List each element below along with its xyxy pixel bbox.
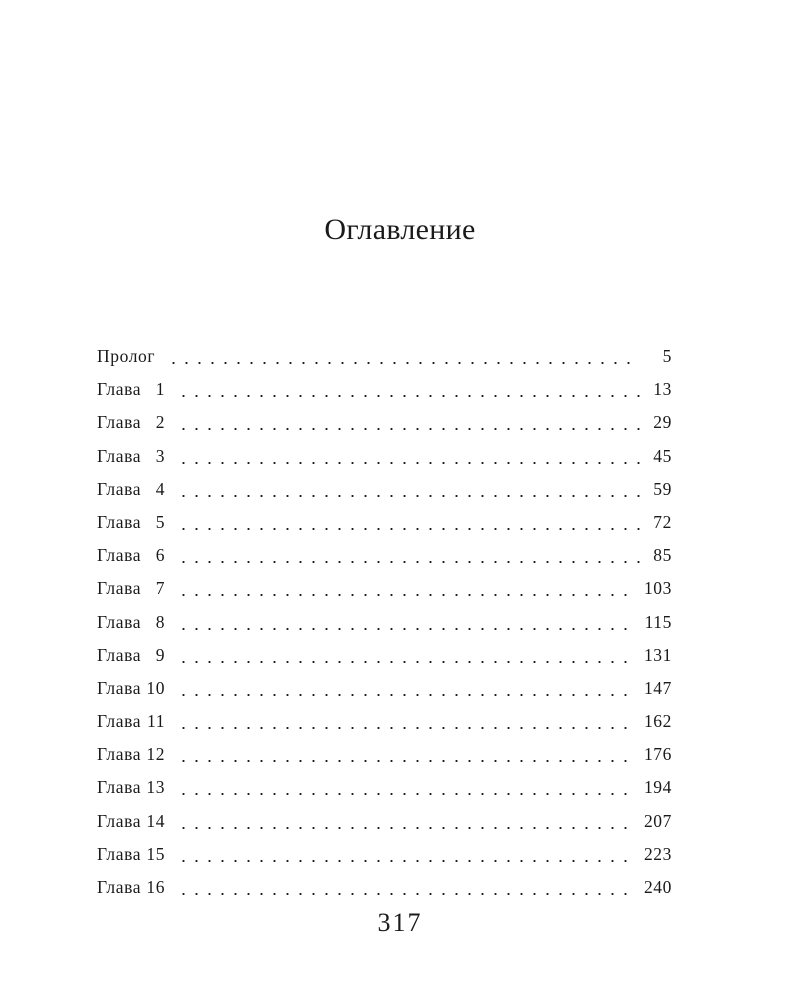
toc-entry-title [97,738,165,771]
toc-entry-title [97,572,165,605]
toc-entry-page: 194 [643,777,672,798]
toc-entry-label: Глава [97,744,142,765]
toc-entry-page: 103 [643,578,672,599]
toc-entry-chapter-number: 7 [155,578,166,599]
toc-dot-leader [175,639,636,672]
toc-entry-page: 131 [643,644,672,665]
page-number: 317 [377,908,423,937]
toc-entry-chapter-number: 16 [146,877,166,897]
toc-entry-label: Глава [97,810,142,831]
toc-entry-page: 176 [643,744,672,765]
toc-entry-title [97,705,165,738]
toc-entry-title [97,440,165,473]
toc-entry-label: Глава [97,711,142,732]
toc-entry-page: 207 [643,810,672,831]
toc-entry-page: 223 [643,843,672,864]
toc-entry [97,871,672,904]
toc-dot-leader [175,705,636,738]
toc-entry-page: 45 [653,445,672,466]
toc-entry-label: Пролог [97,346,156,366]
toc-entry-chapter-number: 5 [155,511,166,532]
toc-dot-leader [175,738,636,771]
toc-dot-leader [175,771,636,804]
toc-dot-leader [175,506,640,539]
toc-entry-label: Глава [97,611,142,632]
toc-entry-chapter-number: 1 [155,379,166,400]
toc-entry [97,373,672,406]
toc-entry [97,639,672,672]
toc-entry [97,771,672,804]
toc-entry-chapter-number: 13 [146,777,166,798]
toc-dot-leader [175,871,636,904]
toc-entry-label: Глава [97,412,142,433]
toc-entry [97,705,672,738]
toc-entry [97,805,672,838]
toc-entry-label: Глава [97,644,142,665]
toc-entry-title [97,340,155,373]
toc-dot-leader [175,406,640,439]
toc-entry-title [97,406,165,439]
toc-entry-title [97,805,165,838]
toc-entry [97,473,672,506]
toc-entry-label: Глава [97,677,142,698]
toc-dot-leader [175,805,636,838]
toc-entry-title [97,838,165,871]
toc-entry-label: Глава [97,843,142,864]
toc-dot-leader [175,473,640,506]
toc-entry-title [97,506,165,539]
toc-entry-label: Глава [97,578,142,599]
toc-dot-leader [175,572,636,605]
toc-entry-chapter-number: 10 [146,677,166,698]
toc-dot-leader [175,672,636,705]
toc-entry-label: Глава [97,511,142,532]
toc-entry-label: Глава [97,777,142,798]
page-title: Оглавление [324,213,476,246]
toc-entry-label: Глава [97,545,142,566]
toc-entry-title [97,373,165,406]
toc-entry-chapter-number: 12 [146,744,166,765]
toc-entry [97,606,672,639]
toc-entry-page: 59 [653,478,672,499]
toc-dot-leader [175,373,640,406]
toc-entry-chapter-number: 6 [155,545,166,566]
toc-entry-page: 240 [643,877,672,897]
toc-entry-label: Глава [97,478,142,499]
toc-entry [97,838,672,871]
toc-entry [97,672,672,705]
toc-entry-title [97,473,165,506]
toc-entry [97,539,672,572]
toc-entry-chapter-number: 3 [155,445,166,466]
toc-entry-page: 5 [662,346,672,366]
toc-entry [97,506,672,539]
toc-entry-page: 29 [653,412,672,433]
toc-dot-leader [175,539,640,572]
toc-entry-page: 147 [643,677,672,698]
toc-entry [97,440,672,473]
toc-entry-chapter-number: 9 [155,644,166,665]
toc-entry-title [97,771,165,804]
toc-dot-leader [175,440,640,473]
toc-entry-chapter-number: 14 [146,810,166,831]
toc-entry [97,340,672,373]
toc-entry-page: 13 [653,379,672,400]
toc-entry-chapter-number: 4 [155,478,166,499]
toc-entry-chapter-number: 15 [146,843,166,864]
toc-dot-leader [165,340,640,373]
toc-entry-title [97,639,165,672]
toc-entry-page: 85 [653,545,672,566]
toc-entry-page: 72 [653,511,672,532]
toc-entry [97,738,672,771]
toc-entry-title [97,871,165,904]
table-of-contents [97,340,672,904]
toc-entry-page: 162 [643,711,672,732]
toc-entry [97,572,672,605]
toc-entry-title [97,606,165,639]
toc-entry-page: 115 [644,611,672,632]
toc-entry-chapter-number: 8 [155,611,166,632]
toc-dot-leader [175,838,636,871]
toc-entry-title [97,539,165,572]
toc-entry [97,406,672,439]
toc-entry-chapter-number: 2 [155,412,166,433]
toc-entry-label: Глава [97,445,142,466]
toc-entry-title [97,672,165,705]
toc-dot-leader [175,606,636,639]
toc-entry-label: Глава [97,877,142,897]
toc-entry-label: Глава [97,379,142,400]
toc-entry-chapter-number: 11 [147,711,166,732]
